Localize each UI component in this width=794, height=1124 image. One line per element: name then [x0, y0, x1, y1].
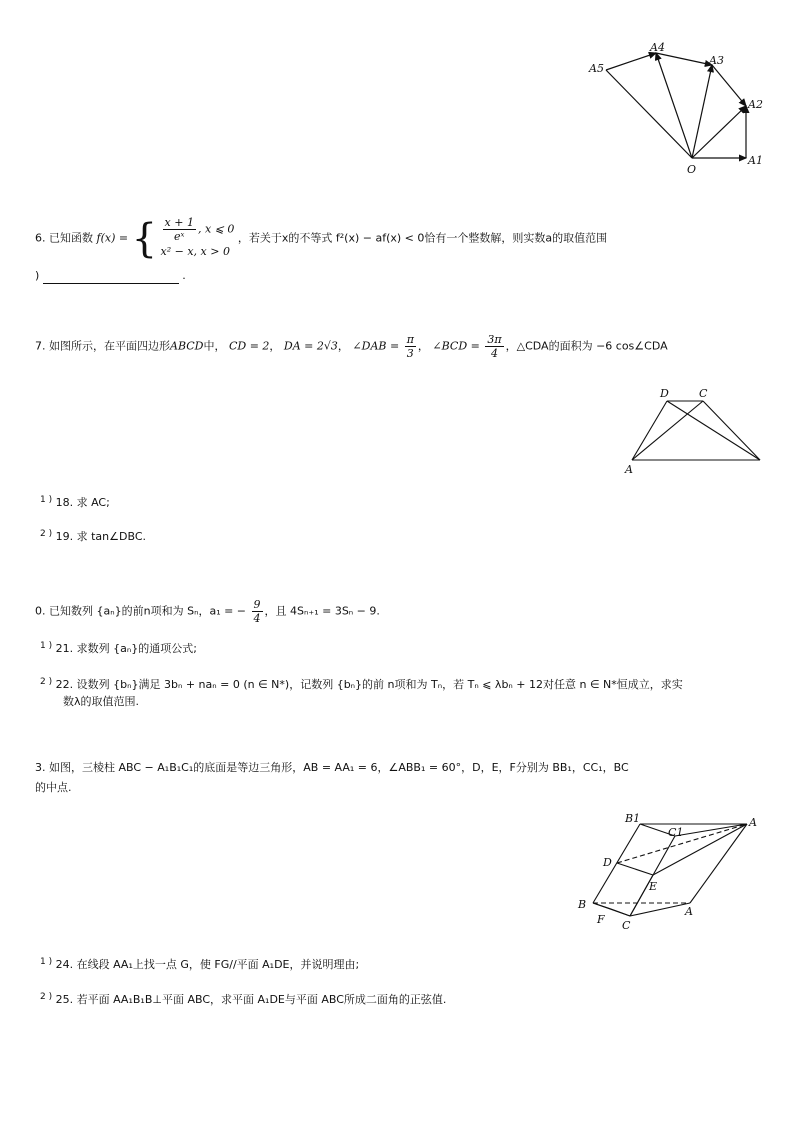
piecewise-cases: $\frac{x + 1}{\text{eˣ}}$ , x ⩽ 0 x² − x, x > 0	[160, 216, 235, 258]
fraction-9-4: $\frac{9}{4}$	[253, 598, 261, 625]
cases-brace: {	[131, 215, 158, 262]
label-a2: A2	[748, 98, 763, 111]
segment-o-a2	[692, 106, 746, 158]
question-23-line2: 的中点.	[35, 781, 72, 794]
label-a1: A	[749, 816, 757, 829]
subquestion-25: $^{2 )}$ 25. 若平面 AA₁B₁B⊥平面 ABC，求平面 A₁DE与平面 ABC所成二面角的正弦值.	[40, 992, 447, 1006]
label-f: F	[597, 913, 605, 926]
question-23: 3. 如图，三棱柱 ABC − A₁B₁C₁的底面是等边三角形，AB = AA₁ = 6，∠ABB₁ = 60°，D，E，F分别为 BB₁，CC₁，BC	[35, 761, 629, 774]
question-text-tail: ，若关于x的不等式 f²(x) − af(x) < 0恰有一个整数解，则实数a的取值范围	[237, 231, 608, 245]
question-16	[35, 216, 607, 261]
polygon-vector-figure	[584, 38, 764, 178]
label-d: D	[603, 856, 612, 869]
segment-a3-a2	[712, 65, 746, 106]
label-a1: A1	[748, 154, 763, 167]
case1-fraction: $\frac{x + 1}{\text{eˣ}}$	[164, 216, 194, 243]
subquestion-24: $^{1 )}$ 24. 在线段 AA₁上找一点 G，使 FG//平面 A₁DE，并说明理由;	[40, 957, 360, 971]
question-20: 0. 已知数列 {aₙ}的前n项和为 Sₙ，a₁ = − $\frac{9}{4}$ ，且 4Sₙ₊₁ = 3Sₙ − 9.	[35, 598, 380, 625]
prism-figure	[575, 806, 765, 936]
segment-o-a5	[606, 70, 692, 158]
trapezoid-figure	[620, 384, 770, 479]
segment-o-a3	[692, 65, 712, 158]
label-a: A	[685, 905, 693, 918]
question-number: 0.	[35, 604, 46, 618]
label-a4: A4	[650, 41, 665, 54]
fraction-pi-3: $\frac{\pi}{3}$	[406, 333, 414, 360]
function-name: f(x) =	[96, 231, 129, 245]
answer-line: ) .	[35, 269, 186, 282]
label-c: C	[699, 387, 708, 400]
label-o: O	[687, 163, 697, 176]
question-number: 3.	[35, 761, 46, 774]
question-number: 6.	[35, 231, 46, 245]
label-d: D	[660, 387, 669, 400]
fraction-3pi-4: $\frac{3\pi}{4}$	[487, 333, 502, 360]
segment-a4-a3	[656, 53, 712, 65]
subquestion-21: $^{1 )}$ 21. 求数列 {aₙ}的通项公式;	[40, 641, 197, 655]
label-a3: A3	[709, 54, 724, 67]
subquestion-22-line2: 数λ的取值范围.	[63, 695, 140, 708]
segment-a5-a4	[606, 53, 656, 70]
question-number: 7.	[35, 339, 46, 353]
question-text: 已知函数	[49, 231, 93, 245]
answer-blank	[43, 271, 179, 284]
label-e: E	[649, 880, 658, 893]
subquestion-18: $^{1 )}$ 18. 求 AC;	[40, 495, 110, 509]
label-a5: A5	[589, 62, 604, 75]
label-a: A	[625, 463, 633, 476]
label-b1: B1	[625, 812, 641, 825]
question-17: 7. 如图所示，在平面四边形ABCD中， CD = 2， DA = 2√3， ∠DAB = $\frac{\pi}{3}$ ， ∠BCD = $\frac{3\pi}{4}$ ，△CDA的面积为 −6 cos∠CDA	[35, 333, 668, 360]
subquestion-19: $^{2 )}$ 19. 求 tan∠DBC.	[40, 529, 146, 543]
subquestion-22: $^{2 )}$ 22. 设数列 {bₙ}满足 3bₙ + naₙ = 0 (n ∈ N*)，记数列 {bₙ}的前 n项和为 Tₙ，若 Tₙ ⩽ λbₙ + 12对任意 n ∈ N*恒成立，求实	[40, 677, 683, 691]
label-c: C	[622, 919, 631, 932]
segment-o-a4	[656, 53, 692, 158]
label-c1: C1	[668, 826, 684, 839]
label-b: B	[578, 898, 587, 911]
